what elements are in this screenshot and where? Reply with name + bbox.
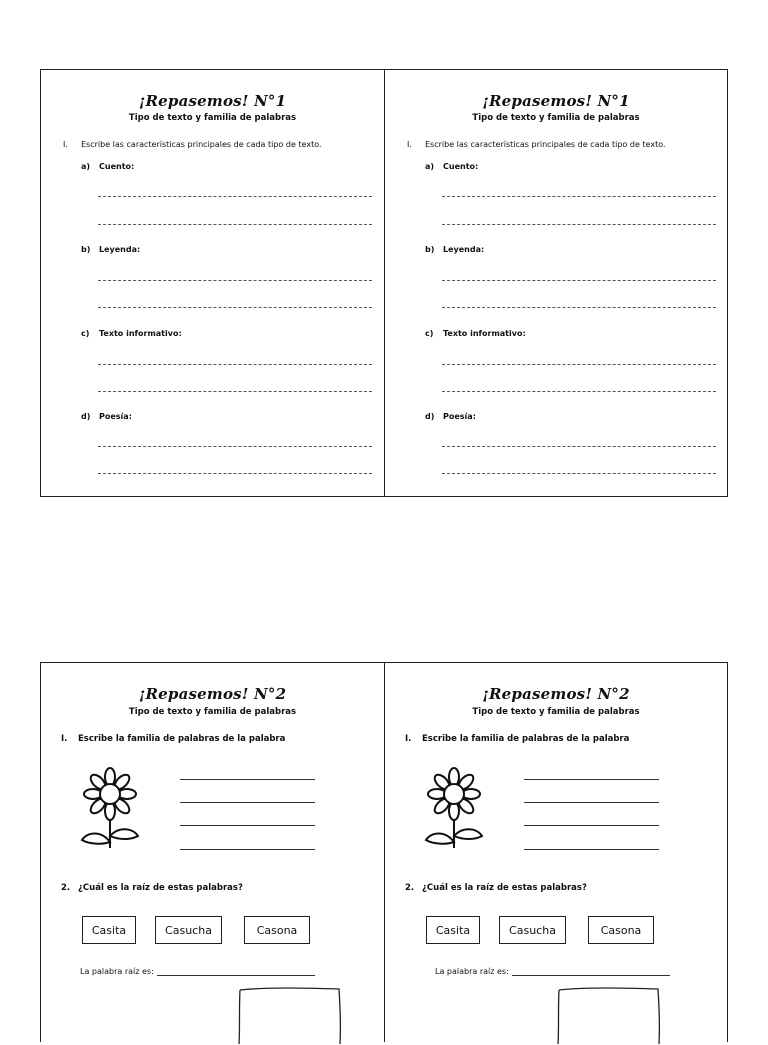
flower-icon xyxy=(423,766,485,850)
answer-line[interactable] xyxy=(180,802,315,803)
item-label: Leyenda: xyxy=(443,245,485,254)
answer-line[interactable] xyxy=(180,825,315,826)
drawing-box[interactable] xyxy=(556,985,662,1045)
question-number: 2. xyxy=(405,883,415,893)
answer-line[interactable] xyxy=(442,446,716,447)
item-letter: a) xyxy=(425,162,435,171)
answer-line[interactable] xyxy=(180,779,315,780)
answer-line[interactable] xyxy=(442,280,716,281)
answer-line[interactable] xyxy=(442,224,716,225)
instruction-number: I. xyxy=(407,140,412,149)
item-label: Texto informativo: xyxy=(99,329,182,338)
answer-line[interactable] xyxy=(442,473,716,474)
question-text: ¿Cuál es la raíz de estas palabras? xyxy=(78,883,243,893)
answer-line[interactable] xyxy=(98,446,372,447)
item-label: Leyenda: xyxy=(99,245,141,254)
answer-line[interactable] xyxy=(98,473,372,474)
item-label: Texto informativo: xyxy=(443,329,526,338)
item-leyenda xyxy=(81,245,140,254)
word-box: Casita xyxy=(82,916,136,944)
question-number: 2. xyxy=(61,883,71,893)
worksheet-subtitle: Tipo de texto y familia de palabras xyxy=(472,707,640,717)
root-label: La palabra raíz es: xyxy=(435,967,509,976)
answer-line[interactable] xyxy=(442,196,716,197)
instruction xyxy=(63,140,322,149)
item-letter: b) xyxy=(425,245,435,254)
question-number: I. xyxy=(405,734,412,744)
item-label: Poesía: xyxy=(99,412,132,421)
worksheet-subtitle: Tipo de texto y familia de palabras xyxy=(472,113,640,123)
item-poesia xyxy=(81,412,132,421)
answer-line[interactable] xyxy=(98,280,372,281)
answer-line[interactable] xyxy=(524,779,659,780)
answer-line[interactable] xyxy=(98,364,372,365)
question-2 xyxy=(405,883,587,893)
worksheet-1-card-right xyxy=(384,70,727,496)
item-label: Cuento: xyxy=(443,162,479,171)
item-label: Poesía: xyxy=(443,412,476,421)
item-cuento xyxy=(81,162,134,171)
answer-line[interactable] xyxy=(524,825,659,826)
item-texto-informativo xyxy=(81,329,182,338)
item-texto-informativo xyxy=(425,329,526,338)
question-1 xyxy=(405,734,629,744)
answer-line[interactable] xyxy=(98,307,372,308)
root-label: La palabra raíz es: xyxy=(80,967,154,976)
worksheet-title: ¡Repasemos! N°2 xyxy=(482,685,630,703)
question-text: ¿Cuál es la raíz de estas palabras? xyxy=(422,883,587,893)
instruction-number: I. xyxy=(63,140,68,149)
drawing-box[interactable] xyxy=(237,985,343,1045)
item-letter: d) xyxy=(81,412,91,421)
item-letter: d) xyxy=(425,412,435,421)
word-box: Casita xyxy=(426,916,480,944)
question-2 xyxy=(61,883,243,893)
word-box: Casucha xyxy=(499,916,566,944)
worksheet-subtitle: Tipo de texto y familia de palabras xyxy=(128,113,297,123)
item-letter: c) xyxy=(81,329,90,338)
item-letter: a) xyxy=(81,162,91,171)
root-answer xyxy=(80,967,315,976)
item-leyenda xyxy=(425,245,484,254)
worksheet-2 xyxy=(40,662,728,1042)
root-answer xyxy=(435,967,670,976)
flower-icon xyxy=(79,766,141,850)
word-box: Casucha xyxy=(155,916,222,944)
item-cuento xyxy=(425,162,478,171)
worksheet-1-card-left xyxy=(41,70,384,496)
word-box: Casona xyxy=(244,916,310,944)
answer-line[interactable] xyxy=(98,224,372,225)
question-1 xyxy=(61,734,285,744)
item-letter: b) xyxy=(81,245,91,254)
root-answer-line[interactable] xyxy=(512,975,670,976)
instruction-text: Escribe las características principales de cada tipo de texto. xyxy=(81,140,322,149)
instruction xyxy=(407,140,666,149)
item-label: Cuento: xyxy=(99,162,135,171)
question-number: I. xyxy=(61,734,68,744)
answer-line[interactable] xyxy=(442,391,716,392)
word-box: Casona xyxy=(588,916,654,944)
worksheet-subtitle: Tipo de texto y familia de palabras xyxy=(128,707,297,717)
answer-line[interactable] xyxy=(442,364,716,365)
answer-line[interactable] xyxy=(180,849,315,850)
instruction-text: Escribe las características principales de cada tipo de texto. xyxy=(425,140,666,149)
question-text: Escribe la familia de palabras de la palabra xyxy=(78,734,286,744)
worksheet-1 xyxy=(40,69,728,497)
item-letter: c) xyxy=(425,329,434,338)
worksheet-2-card-left xyxy=(41,663,384,1042)
answer-line[interactable] xyxy=(524,802,659,803)
root-answer-line[interactable] xyxy=(157,975,315,976)
answer-line[interactable] xyxy=(442,307,716,308)
worksheet-title: ¡Repasemos! N°1 xyxy=(482,92,630,110)
worksheet-title: ¡Repasemos! N°1 xyxy=(138,92,287,110)
item-poesia xyxy=(425,412,476,421)
answer-line[interactable] xyxy=(524,849,659,850)
answer-line[interactable] xyxy=(98,196,372,197)
question-text: Escribe la familia de palabras de la palabra xyxy=(422,734,630,744)
worksheet-title: ¡Repasemos! N°2 xyxy=(138,685,287,703)
worksheet-2-card-right xyxy=(384,663,727,1042)
answer-line[interactable] xyxy=(98,391,372,392)
